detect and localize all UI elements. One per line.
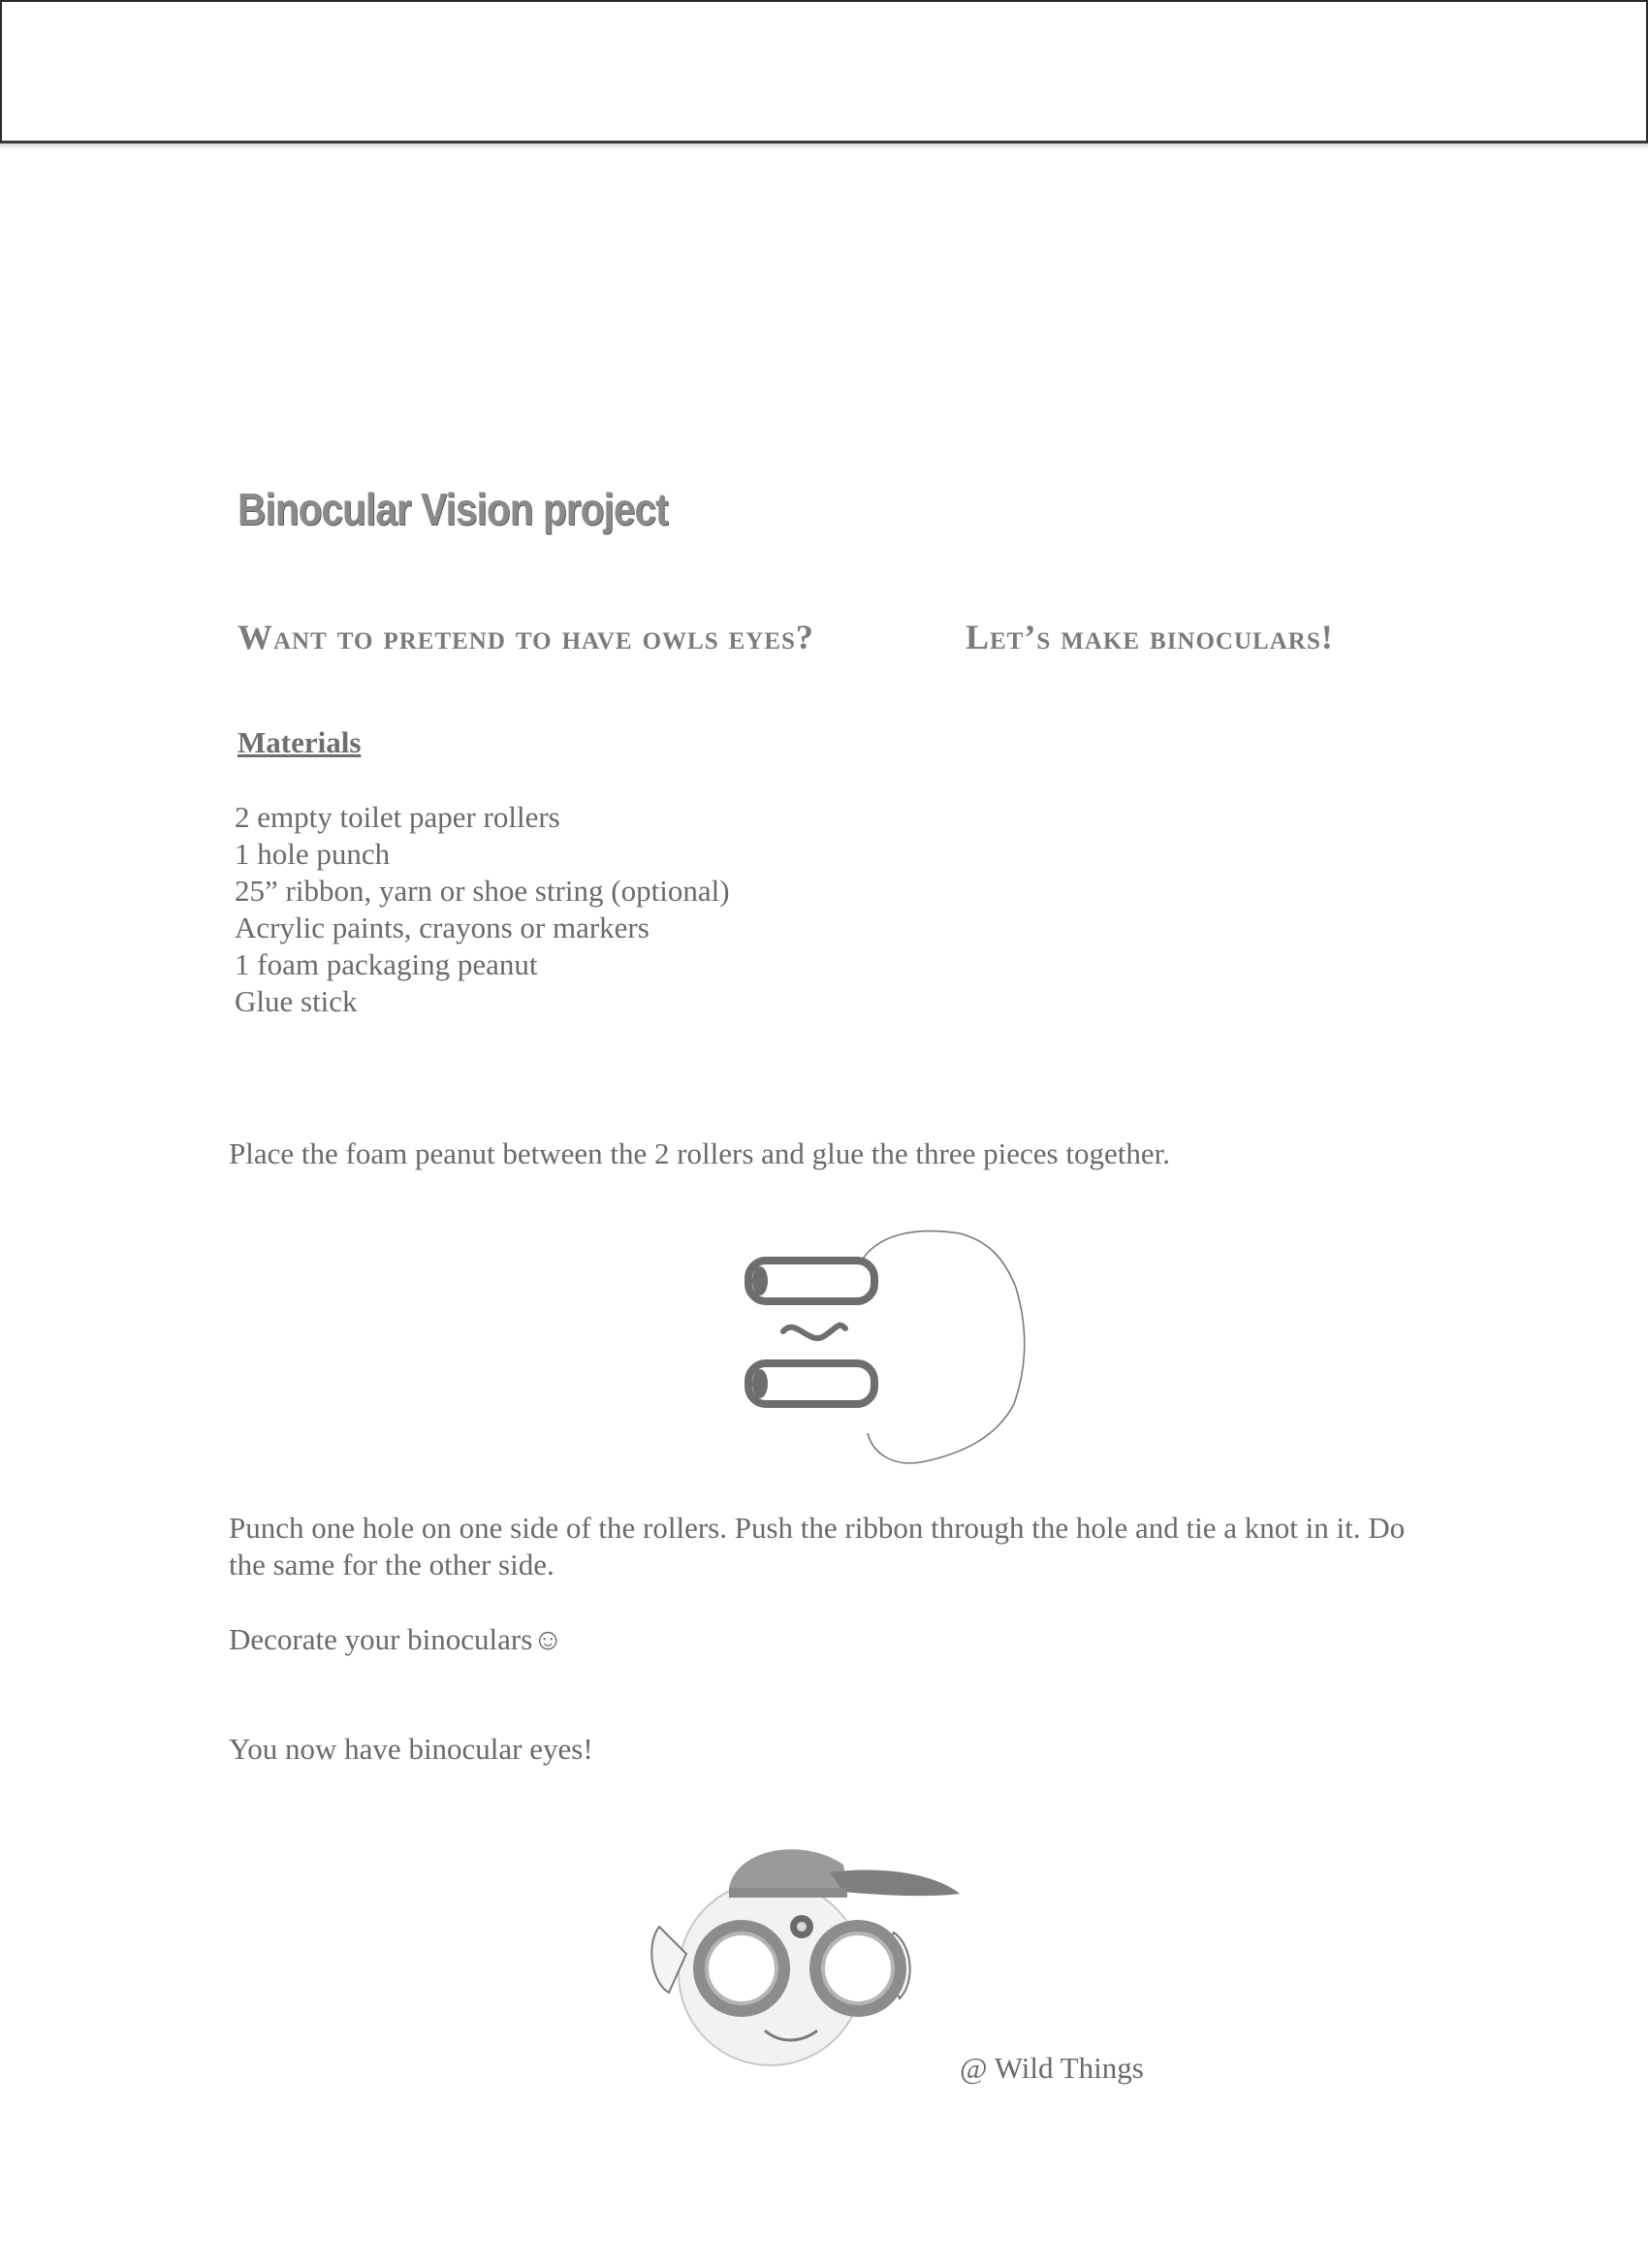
tagline-question: Want to pretend to have owls eyes? [238, 618, 814, 656]
instruction-step-4: You now have binocular eyes! [229, 1732, 593, 1766]
materials-list [235, 799, 730, 1020]
instruction-step-2: Punch one hole on one side of the rollers. Push the ribbon through the hole and tie a knot in it. Do the same for the other side. [229, 1511, 1406, 1581]
instruction-step-1: Place the foam peanut between the 2 rollers and glue the three pieces together. [229, 1136, 1170, 1170]
list-item: 1 foam packaging peanut [235, 947, 538, 981]
instruction-step-3: Decorate your binoculars☺ [229, 1622, 563, 1656]
tagline-exclamation: Let’s make binoculars! [966, 618, 1334, 656]
list-item: 25” ribbon, yarn or shoe string (optional) [235, 874, 730, 908]
list-item: Glue stick [235, 984, 358, 1018]
credit-text: @ Wild Things [960, 2051, 1144, 2085]
materials-heading: Materials [238, 725, 362, 759]
binocular-mascot-icon [640, 1837, 969, 2090]
page-title: Binocular Vision project [238, 484, 668, 534]
list-item: 1 hole punch [235, 837, 391, 871]
rollers-and-peanut-diagram-icon [737, 1220, 1076, 1472]
scan-top-edge [0, 0, 1648, 144]
list-item: 2 empty toilet paper rollers [235, 800, 560, 834]
scan-shadow [0, 144, 1648, 149]
list-item: Acrylic paints, crayons or markers [235, 910, 650, 944]
